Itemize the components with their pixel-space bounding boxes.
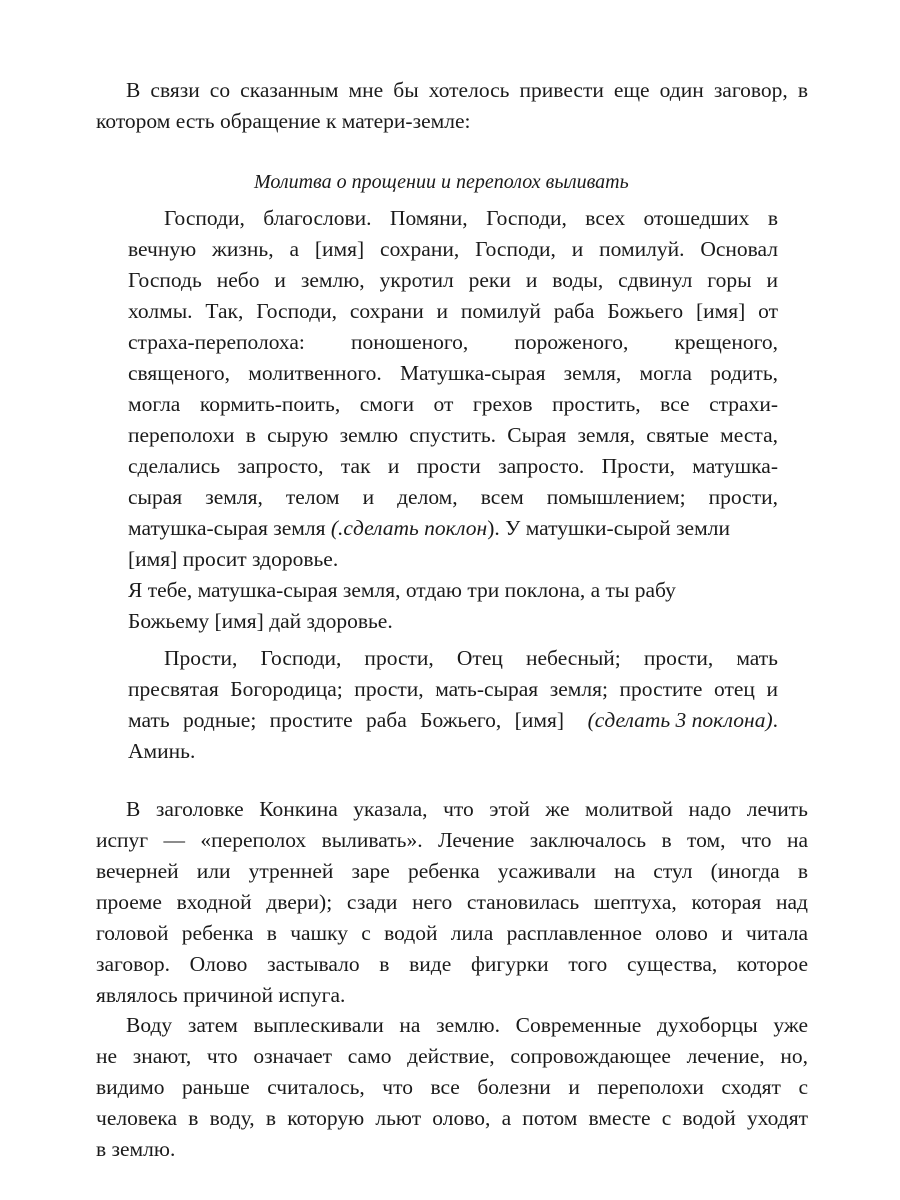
prayer-p1-line-3: Господь небо и землю, укротил реки и воды, сдвинул горы и	[128, 268, 778, 292]
prayer-p3-line-4: Аминь.	[128, 739, 196, 763]
body-p1-line-7: являлось причиной испуга.	[96, 983, 346, 1007]
prayer-p1-line-11-text-c: ). У матушки-сырой земли	[487, 516, 730, 540]
prayer-p1-line-9: сделались запросто, так и прости запросто. Прости, матушка-	[128, 454, 778, 478]
body-p2-line-1: Воду затем выплескивали на землю. Современные духоборцы уже	[126, 1013, 808, 1037]
body-p2-line-5: в землю.	[96, 1137, 176, 1161]
body-p1-line-4: проеме входной двери); сзади него становилась шептуха, которая над	[96, 890, 808, 914]
prayer-title: Молитва о прощении и переполох выливать	[254, 171, 629, 193]
prayer-p1-line-8: переполохи в сырую землю спустить. Сырая земля, святые места,	[128, 423, 778, 447]
prayer-p1-line-1: Господи, благослови. Помяни, Господи, всех отошедших в	[164, 206, 778, 230]
prayer-p1-line-11-text-a: матушка-сырая земля	[128, 516, 331, 540]
prayer-p2-line-1: Я тебе, матушка-сырая земля, отдаю три поклона, а ты рабу	[128, 578, 676, 602]
prayer-three-bows-instruction: (сделать 3 поклона)	[587, 708, 773, 732]
prayer-p1-line-2: вечную жизнь, а [имя] сохрани, Господи, и помилуй. Основал	[128, 237, 778, 261]
prayer-p1-line-7: могла кормить-поить, смоги от грехов простить, все страхи-	[128, 392, 778, 416]
body-p1-line-5: головой ребенка в чашку с водой лила расплавленное олово и читала	[96, 921, 808, 945]
body-p2-line-2: не знают, что означает само действие, сопровождающее лечение, но,	[96, 1044, 808, 1068]
prayer-p1-line-12: [имя] просит здоровье.	[128, 547, 339, 571]
body-p2-line-4: человека в воду, в которую льют олово, а потом вместе с водой уходят	[96, 1106, 808, 1130]
intro-line-1: В связи со сказанным мне бы хотелось привести еще один заговор, в	[126, 78, 808, 102]
body-p1-line-3: вечерней или утренней заре ребенка усаживали на стул (иногда в	[96, 859, 808, 883]
body-p1-line-1: В заголовке Конкина указала, что этой же молитвой надо лечить	[126, 797, 808, 821]
prayer-p1-line-10: сырая земля, телом и делом, всем помышлением; прости,	[128, 485, 778, 509]
body-p1-line-6: заговор. Олово застывало в виде фигурки того существа, которое	[96, 952, 808, 976]
prayer-p1-line-6: священого, молитвенного. Матушка-сырая земля, могла родить,	[128, 361, 778, 385]
prayer-p2-line-2: Божьему [имя] дай здоровье.	[128, 609, 393, 633]
prayer-p1-line-11	[128, 513, 730, 544]
body-p2-line-3: видимо раньше считалось, что все болезни и переполохи сходят с	[96, 1075, 808, 1099]
intro-line-2: котором есть обращение к матери-земле:	[96, 109, 471, 133]
prayer-p1-line-4: холмы. Так, Господи, сохрани и помилуй раба Божьего [имя] от	[128, 299, 778, 323]
prayer-p1-line-5: страха-переполоха: поношеного, пороженого, крещеного,	[128, 330, 778, 354]
prayer-p3-line-3-text-a: мать родные; простите раба Божьего, [имя]	[128, 708, 578, 732]
prayer-p3-line-3	[128, 705, 778, 736]
prayer-bow-instruction: (.сделать поклон	[330, 516, 488, 540]
prayer-p3-line-1: Прости, Господи, прости, Отец небесный; прости, мать	[164, 646, 778, 670]
prayer-p3-line-2: пресвятая Богородица; прости, мать-сырая земля; простите отец и	[128, 677, 778, 701]
prayer-p3-line-3-text-c: .	[772, 708, 778, 732]
body-p1-line-2: испуг — «переполох выливать». Лечение заключалось в том, что на	[96, 828, 808, 852]
